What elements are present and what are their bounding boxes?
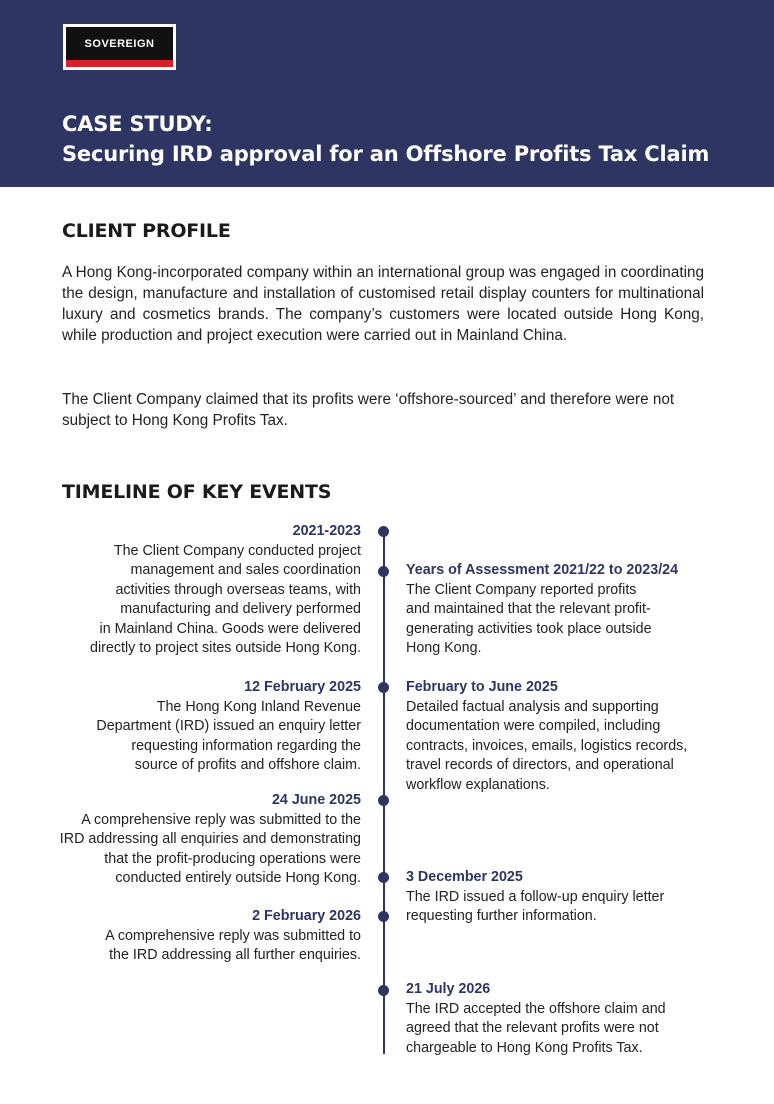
event-line: The Hong Kong Inland Revenue <box>156 698 361 715</box>
timeline-event <box>406 678 687 795</box>
event-date: 24 June 2025 <box>271 792 361 808</box>
event-line: Detailed factual analysis and supporting <box>406 698 659 715</box>
timeline-event <box>60 791 361 889</box>
logo-text: SOVEREIGN <box>84 38 155 50</box>
event-date: 2021-2023 <box>292 523 361 539</box>
event-date: 2 February 2026 <box>252 908 361 924</box>
event-date: Years of Assessment 2021/22 to 2023/24 <box>406 562 679 578</box>
event-line: contracts, invoices, emails, logistics records, <box>406 737 688 754</box>
event-line: The IRD issued a follow-up enquiry letter <box>406 888 665 905</box>
event-line: Department (IRD) issued an enquiry letter <box>96 718 361 734</box>
timeline-event <box>406 980 666 1058</box>
event-line: manufacturing and delivery performed <box>120 601 361 617</box>
event-line: IRD addressing all enquiries and demonstrating <box>59 831 361 847</box>
event-line: source of profits and offshore claim. <box>134 757 361 773</box>
event-line: directly to project sites outside Hong Kong. <box>90 640 361 656</box>
event-line: workflow explanations. <box>406 776 550 793</box>
event-line: and maintained that the relevant profit- <box>406 601 651 617</box>
timeline-dot <box>378 911 389 922</box>
timeline-event <box>90 522 361 659</box>
timeline-event <box>105 907 361 966</box>
client-profile-heading: CLIENT PROFILE <box>62 220 231 242</box>
event-line: The IRD accepted the offshore claim and <box>406 1000 666 1017</box>
event-line: Hong Kong. <box>406 640 482 656</box>
event-line: in Mainland China. Goods were delivered <box>99 620 361 637</box>
event-line: The Client Company reported profits <box>406 581 637 598</box>
client-profile-paragraph-2: The Client Company claimed that its profits were ‘offshore-sourced’ and therefore were not subject to Hong Kong Profits Tax. <box>62 391 675 429</box>
timeline-dot <box>378 682 389 693</box>
timeline-event <box>406 561 678 659</box>
event-date: 21 July 2026 <box>406 981 491 997</box>
event-line: generating activities took place outside <box>406 620 652 637</box>
page-title: Securing IRD approval for an Offshore Profits Tax Claim <box>62 142 710 166</box>
event-line: requesting further information. <box>406 908 597 924</box>
event-line: requesting information regarding the <box>131 737 361 754</box>
timeline-heading: TIMELINE OF KEY EVENTS <box>62 481 332 503</box>
timeline-event <box>96 678 361 776</box>
event-line: activities through overseas teams, with <box>115 581 361 598</box>
timeline-dot <box>378 526 389 537</box>
timeline-dot <box>378 566 389 577</box>
timeline-dot <box>378 985 389 996</box>
event-line: management and sales coordination <box>130 562 361 578</box>
timeline-axis <box>383 531 385 1054</box>
case-study-label: CASE STUDY: <box>62 112 213 136</box>
sovereign-logo <box>63 24 176 70</box>
event-line: the IRD addressing all further enquiries. <box>109 947 361 963</box>
event-line: travel records of directors, and operational <box>406 757 674 773</box>
timeline-dot <box>378 795 389 806</box>
event-line: A comprehensive reply was submitted to <box>105 927 361 944</box>
logo-red-bar <box>66 60 173 67</box>
timeline-event <box>406 868 664 927</box>
event-line: conducted entirely outside Hong Kong. <box>115 870 361 886</box>
event-line: The Client Company conducted project <box>113 542 361 559</box>
event-line: documentation were compiled, including <box>406 718 661 734</box>
event-line: A comprehensive reply was submitted to the <box>81 811 361 828</box>
client-profile-paragraph-1: A Hong Kong-incorporated company within an international group was engaged in coordinating the design, manufacture and installation of customised retail display counters for multinational luxury and cosmetics brands. The company’s customers were located outside Hong Kong, while production and project execution were carried out in Mainland China. <box>62 264 704 344</box>
event-date: 3 December 2025 <box>406 869 523 885</box>
timeline-dot <box>378 872 389 883</box>
header-banner <box>0 0 774 187</box>
event-line: chargeable to Hong Kong Profits Tax. <box>406 1039 643 1056</box>
event-line: that the profit-producing operations were <box>104 850 361 867</box>
event-date: February to June 2025 <box>406 679 558 695</box>
event-line: agreed that the relevant profits were not <box>406 1020 659 1036</box>
event-date: 12 February 2025 <box>244 679 361 695</box>
